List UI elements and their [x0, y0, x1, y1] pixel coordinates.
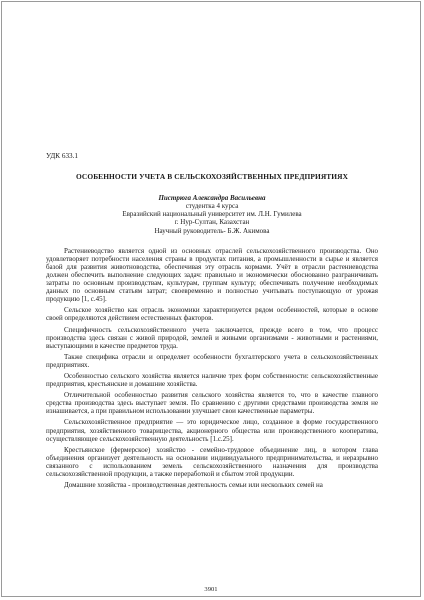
- author-status: студентка 4 курса: [185, 202, 239, 211]
- paragraph: Сельскохозяйственное предприятие — это юридическое лицо, созданное в форме государственного предприятия, хозяйственного товарищества, акционерного общества или производственного кооператива, осуществляющее сельскохозяйственную деятельность [1.с.25].: [46, 418, 378, 443]
- page-number: 3901: [204, 586, 218, 593]
- paragraph: Домашние хозяйства - производственная деятельность семьи или нескольких семей на: [64, 481, 323, 490]
- author-name: Пистрюга Александра Васильевна: [158, 194, 266, 203]
- paragraph: Сельское хозяйство как отрасль экономики характеризуется рядом особенностей, которые в основе своей определяются действием естественных факторов.: [46, 306, 378, 323]
- paragraph: Отличительной особенностью развития сельского хозяйства является то, что в качестве главного средства производства здесь выступает земля. По сравнению с другими средствами производства земля не изнашивается, а при правильном использовании улучшает свои качественные параметры.: [46, 391, 378, 416]
- article-title: ОСОБЕННОСТИ УЧЕТА В СЕЛЬСКОХОЗЯЙСТВЕННЫХ ПРЕДПРИЯТИЯХ: [75, 172, 349, 182]
- paragraph: Крестьянское (фермерское) хозяйство - семейно-трудовое объединение лиц, в котором глава объединения организует деятельность на основании индивидуального предпринимательства, и неразрывно связанного с использованием земель сельскохозяйственного назначения для производства сельскохозяйственной продукции, а также переработкой и сбытом этой продукции.: [46, 445, 378, 478]
- paragraph: Растениеводство является одной из основных отраслей сельскохозяйственного производства. Оно удовлетворяет потребности населения страны в продуктах питания, а промышленности в сырье и является базой для развития животноводства, обеспечивая эту отрасль кормами. Учёт в отрасли растениеводства должен обеспечить выполнение следующих задач: правильно и экономически обоснованно разграничивать затраты по основным производствам, культурам, группам культур; обеспечивать получение необходимых данных по основным статьям затрат; своевременно и полностью учитывать поступающую от урожая продукцию [1, с.45].: [46, 246, 378, 304]
- author-block: [46, 194, 378, 234]
- author-university: Евразийский национальный университет им. Л.Н. Гумилева: [122, 210, 302, 219]
- author-supervisor: Научный руководитель- Б.Ж. Акимова: [154, 226, 270, 235]
- article-page: [46, 152, 378, 492]
- article-body: [46, 247, 378, 490]
- udk-code: УДК 633.1: [46, 152, 79, 160]
- paragraph: Особенностью сельского хозяйства является наличие трех форм собственности: сельскохозяйственные предприятия, крестьянские и домашние хозяйства.: [46, 371, 378, 389]
- paragraph: Также специфика отрасли и определяет особенности бухгалтерского учета в сельскохозяйственных предприятиях.: [46, 352, 378, 369]
- document-frame: [1, 1, 421, 597]
- paragraph: Специфичность сельскохозяйственного учета заключается, прежде всего в том, что процесс производства здесь связан с живой природой, землей и живыми организмами - животными и растениями, выступающими в качестве предметов труда.: [46, 325, 378, 350]
- author-city: г. Нур-Султан, Казахстан: [174, 218, 250, 227]
